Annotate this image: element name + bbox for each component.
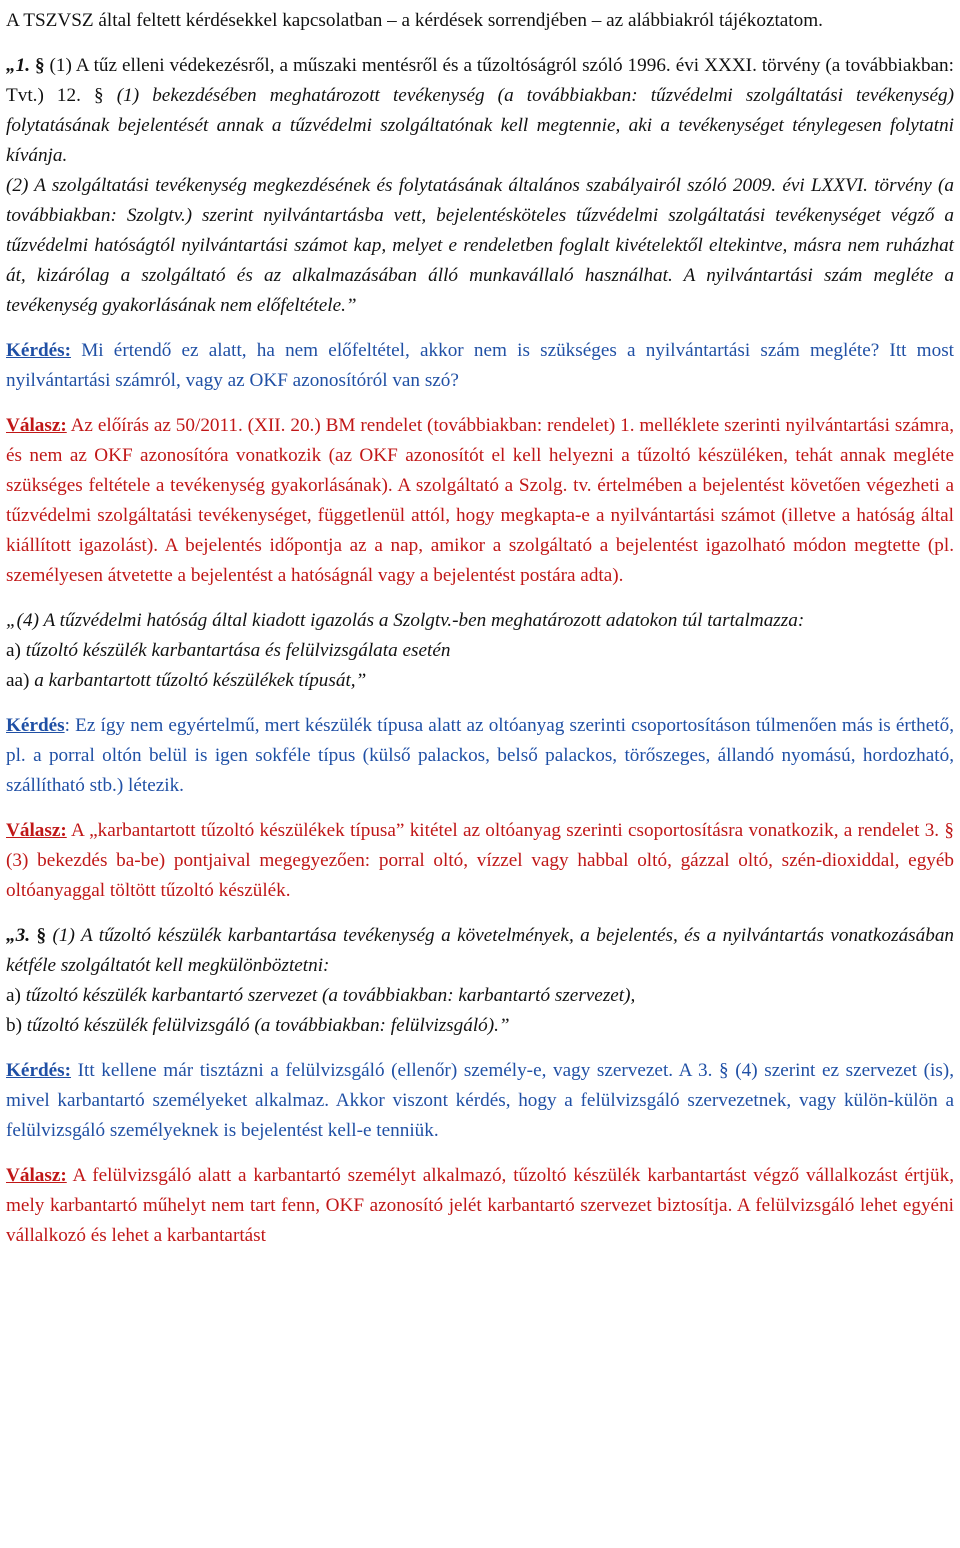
answer-text: Az előírás az 50/2011. (XII. 20.) BM rendelet (továbbiakban: rendelet) 1. melléklete szerinti nyilvántartási számra, és nem az OKF azonosítóra vonatkozik (az OKF azonosítót el kell helyezni a tűzoltó készüléken, tehát annak megléte szükséges feltétele a tevékenység gyakorlásának). A szolgáltató a Szolg. tv. értelmében a bejelentést követően végezheti a tűzvédelmi szolgáltatási tevékenységet, függetlenül attól, hogy megkapta-e a nyilvántartási számot (illetve a hatóság által kiállított igazolást). A bejelentés időpontja az a nap, amikor a szolgáltató a bejelentést igazolható módon megtette (pl. személyesen átvetette a bejelentést a hatóságnál vagy a bejelentést postára adta).: [6, 415, 954, 586]
section-1-quote: [6, 51, 954, 171]
section-1-quote-continued: (2) A szolgáltatási tevékenység megkezdésének és folytatásának általános szabályairól szóló 2009. évi LXXVI. törvény (a továbbiakban: Szolgtv.) szerint nyilvántartásba vett, bejelentésköteles tűzvédelmi szolgáltatási tevékenységet végző a tűzvédelmi hatóságtól nyilvántartási számot kap, melyet e rendeletben foglalt kivételektől eltekintve, másra nem ruházhat át, kizárólag a szolgáltató és az alkalmazásában álló munkavállaló használhat. A nyilvántartási szám megléte a tevékenység gyakorlásának nem előfeltétele.”: [6, 175, 954, 316]
answer-label: Válasz:: [6, 415, 67, 436]
question-text: Itt kellene már tisztázni a felülvizsgáló (ellenőr) személy-e, vagy szervezet. A 3. § (4) szerint ez szervezet (is), mivel karbantartó személyeket alkalmaz. Akkor viszont kérdés, hogy a felülvizsgáló szervezetnek, vagy külön-külön a felülvizsgáló személyeknek is bejelentést kell-e tenniük.: [6, 1060, 954, 1141]
question-label: Kérdés: [6, 715, 65, 736]
answer-3: [6, 1161, 954, 1251]
answer-text: A felülvizsgáló alatt a karbantartó személyt alkalmazó, tűzoltó készülék karbantartást végző vállalkozást értjük, mely karbantartó műhelyt nem tart fenn, OKF azonosító jelét karbantartó szervezet biztosítja. A felülvizsgáló lehet egyéni vállalkozó és lehet a karbantartást: [6, 1165, 954, 1246]
section-3-item-b: [6, 1011, 954, 1041]
paragraph-sign: §: [34, 55, 45, 76]
section-text-italic: (1) bekezdésében meghatározott tevékenység (a továbbiakban: tűzvédelmi szolgáltatási tevékenység) folytatásának bejelentését annak a tűzvédelmi szolgáltatónak kell megtennie, aki a tevékenységet ténylegesen folytatni kívánja.: [6, 85, 954, 166]
question-3: [6, 1056, 954, 1146]
question-label: Kérdés:: [6, 340, 72, 361]
item-text: tűzoltó készülék felülvizsgáló (a továbbiakban: felülvizsgáló).”: [26, 1015, 510, 1036]
section-2-item-aa: [6, 666, 954, 696]
intro-paragraph: A TSZVSZ által feltett kérdésekkel kapcsolatban – a kérdések sorrendjében – az alábbiakról tájékoztatom.: [6, 10, 823, 31]
item-prefix: b): [6, 1015, 27, 1036]
item-prefix: a): [6, 985, 26, 1006]
section-2-quote: „(4) A tűzvédelmi hatóság által kiadott igazolás a Szolgtv.-ben meghatározott adatokon túl tartalmazza:: [6, 610, 805, 631]
section-2-item-a: [6, 636, 954, 666]
answer-text: A „karbantartott tűzoltó készülékek típusa” kitétel az oltóanyag szerinti csoportosításra vonatkozik, a rendelet 3. § (3) bekezdés ba-be) pontjaival megegyezően: porral oltó, vízzel vagy habbal oltó, gázzal oltó, szén-dioxiddal, egyéb oltóanyaggal töltött tűzoltó készülék.: [6, 820, 954, 901]
question-2: [6, 711, 954, 801]
answer-2: [6, 816, 954, 906]
section-3-quote: [6, 921, 954, 981]
paragraph-sign: §: [94, 85, 104, 106]
section-text: (1) A tűz elleni védekezésről, a műszaki mentésről és a tűzoltóságról szóló 1996. évi XXXI. törvény (a továbbiakban: Tvt.) 12.: [6, 55, 954, 106]
question-label: Kérdés:: [6, 1060, 72, 1081]
section-text-italic: (1) A tűzoltó készülék karbantartása tevékenység a követelmények, a bejelentés, és a nyilvántartás vonatkozásában kétféle szolgáltatót kell megkülönböztetni:: [6, 925, 955, 976]
item-text: a karbantartott tűzoltó készülékek típusát,”: [34, 670, 367, 691]
item-prefix: aa): [6, 670, 35, 691]
answer-1: [6, 411, 954, 591]
question-1: [6, 336, 954, 396]
question-text: : Ez így nem egyértelmű, mert készülék típusa alatt az oltóanyag szerinti csoportosításon túlmenően más is érthető, pl. a porral oltón belül is igen sokféle típus (külső palackos, belső palackos, törőszeges, állandó nyomású, hordozható, szállítható stb.) létezik.: [6, 715, 954, 796]
question-text: Mi értendő ez alatt, ha nem előfeltétel, akkor nem is szükséges a nyilvántartási szám megléte? Itt most nyilvántartási számról, vagy az OKF azonosítóról van szó?: [6, 340, 954, 391]
item-text: tűzoltó készülék karbantartó szervezet (a továbbiakban: karbantartó szervezet),: [25, 985, 636, 1006]
answer-label: Válasz:: [6, 1165, 67, 1186]
section-number: „3.: [6, 925, 30, 946]
answer-label: Válasz:: [6, 820, 67, 841]
item-prefix: a): [6, 640, 26, 661]
item-text: tűzoltó készülék karbantartása és felülvizsgálata esetén: [25, 640, 451, 661]
paragraph-sign: §: [36, 925, 47, 946]
section-number: „1.: [6, 55, 30, 76]
section-3-item-a: [6, 981, 954, 1011]
